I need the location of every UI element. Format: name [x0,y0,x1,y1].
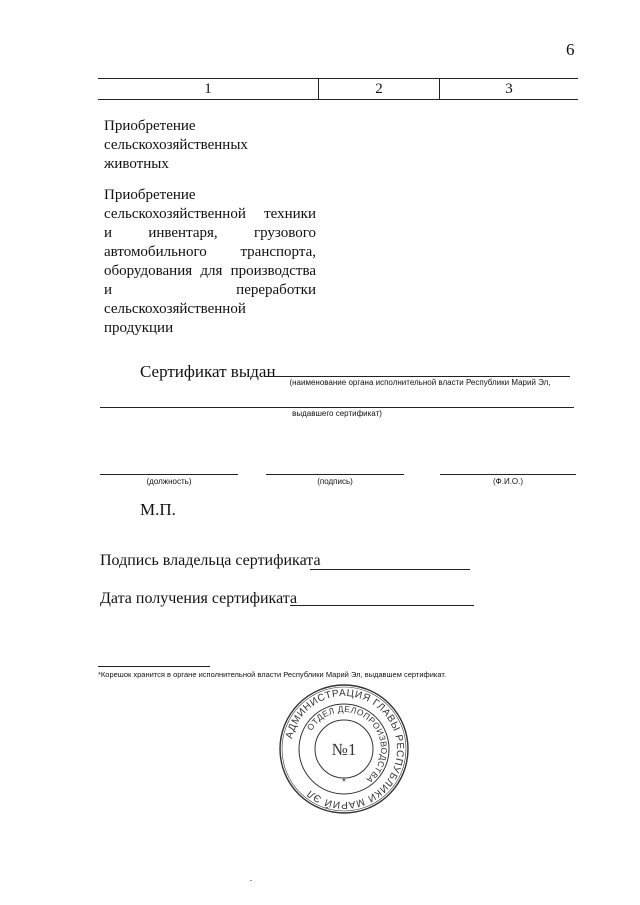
row-line: и переработки [104,282,316,298]
stamp-graphic [278,683,410,815]
row-line: сельскохозяйственных [104,137,248,153]
row-machinery [104,186,316,338]
owner-signature-line [310,569,470,570]
issuer-caption-2: выдавшего сертификат) [292,409,382,418]
footnote: *Корешок хранится в органе исполнительной власти Республики Марий Эл, выдавшем сертификат. [98,670,447,679]
row-line: сельскохозяйственной техники [104,206,316,222]
receipt-date-label: Дата получения сертификата [100,590,298,607]
scan-speck [250,880,252,881]
certificate-issued-label: Сертификат выдан [140,362,276,381]
row-line: и инвентаря, грузового [104,225,316,241]
signature-caption: (подпись) [317,477,353,486]
signature-line [266,474,404,475]
stamp-number: №1 [331,740,357,759]
row-line: Приобретение [104,118,196,134]
name-caption: (Ф.И.О.) [492,477,524,486]
table-header-col-1: 1 [98,79,319,99]
row-line: автомобильного транспорта, [104,244,316,260]
seal-place-label: М.П. [140,500,176,519]
table-header [98,78,578,100]
stamp-inner-text: ОТДЕЛ ДЕЛОПРОИЗВОДСТВА [304,703,390,786]
issuer-line-2 [100,407,574,408]
row-line: сельскохозяйственной [104,301,246,317]
footnote-rule [98,666,210,667]
row-line: Приобретение [104,187,196,203]
name-line [440,474,576,475]
table-header-col-3: 3 [505,81,513,97]
row-line: продукции [104,320,174,336]
stamp-star-icon: * [342,777,346,788]
office-stamp [278,683,410,815]
stamp-outer-text: АДМИНИСТРАЦИЯ ГЛАВЫ РЕСПУБЛИКИ МАРИЙ ЭЛ [284,687,406,811]
position-caption: (должность) [146,477,192,486]
table-header-col-2: 2 [319,79,440,99]
row-livestock [104,117,316,174]
issuer-caption-1: (наименование органа исполнительной власти Республики Марий Эл, [289,378,551,387]
receipt-date-line [290,605,474,606]
row-line: животных [104,156,169,172]
page-number: 6 [566,40,575,59]
position-line [100,474,238,475]
owner-signature-label: Подпись владельца сертификата [100,552,321,569]
issuer-line [264,376,570,377]
row-line: оборудования для производства [104,263,316,279]
